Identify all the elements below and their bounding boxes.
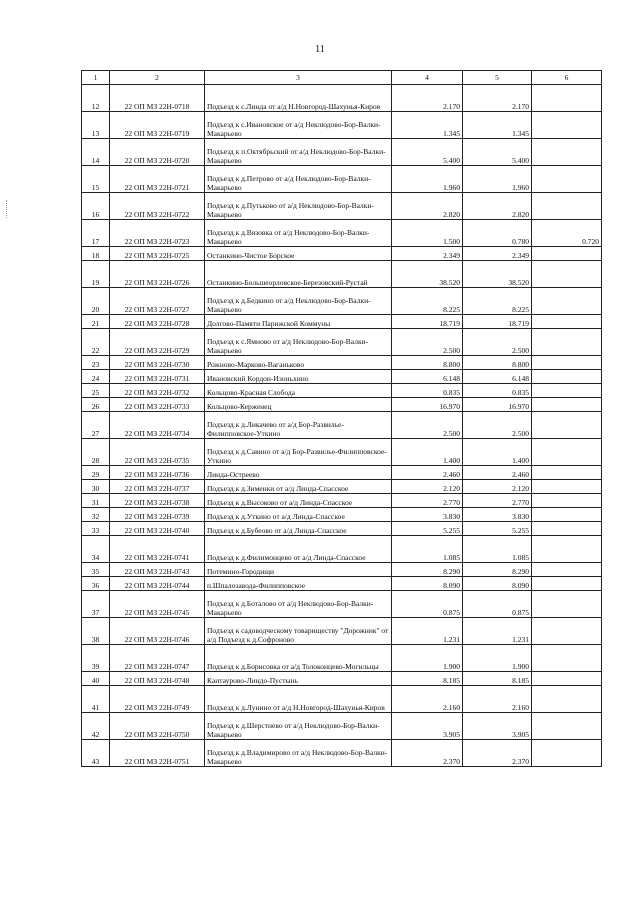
road-code: 22 ОП МЗ 22Н-0741 xyxy=(110,536,205,563)
road-code: 22 ОП МЗ 22Н-0738 xyxy=(110,494,205,508)
road-code: 22 ОП МЗ 22Н-0736 xyxy=(110,466,205,480)
table-row xyxy=(82,713,602,740)
road-length: 3.830 xyxy=(392,508,463,522)
road-length: 16.970 xyxy=(392,398,463,412)
length-column-5: 2.460 xyxy=(463,466,532,480)
road-name: Подъезд к с.Линда от а/д Н.Новгород-Шахунья-Киров xyxy=(205,85,392,112)
length-column-5: 2.160 xyxy=(463,686,532,713)
length-column-5: 2.370 xyxy=(463,740,532,767)
road-registry-table xyxy=(81,70,602,767)
row-number: 21 xyxy=(82,315,110,329)
table-row xyxy=(82,356,602,370)
road-length: 0.835 xyxy=(392,384,463,398)
length-column-5: 1.960 xyxy=(463,166,532,193)
road-length: 18.719 xyxy=(392,315,463,329)
length-column-5: 2.820 xyxy=(463,193,532,220)
length-column-6 xyxy=(532,591,602,618)
road-length: 0.875 xyxy=(392,591,463,618)
header-cell: 5 xyxy=(463,71,532,85)
road-length: 8.800 xyxy=(392,356,463,370)
length-column-6 xyxy=(532,563,602,577)
table-row xyxy=(82,439,602,466)
road-length: 1.345 xyxy=(392,112,463,139)
length-column-6 xyxy=(532,686,602,713)
road-code: 22 ОП МЗ 22Н-0749 xyxy=(110,686,205,713)
table-row xyxy=(82,591,602,618)
length-column-5: 2.349 xyxy=(463,247,532,261)
length-column-6 xyxy=(532,412,602,439)
length-column-5: 1.085 xyxy=(463,536,532,563)
road-name: Подъезд к д.Зименки от а/д Линда-Спасское xyxy=(205,480,392,494)
road-name: Потемино-Городищи xyxy=(205,563,392,577)
table-row xyxy=(82,85,602,112)
length-column-5: 2.770 xyxy=(463,494,532,508)
road-code: 22 ОП МЗ 22Н-0721 xyxy=(110,166,205,193)
row-number: 28 xyxy=(82,439,110,466)
row-number: 31 xyxy=(82,494,110,508)
road-code: 22 ОП МЗ 22Н-0725 xyxy=(110,247,205,261)
road-name: Подъезд к с.Ивановское от а/д Неклюдово-Бор-Валки-Макарьево xyxy=(205,112,392,139)
length-column-6 xyxy=(532,536,602,563)
road-name: Подъезд к д.Шерстнево от а/д Неклюдово-Бор-Валки-Макарьево xyxy=(205,713,392,740)
road-code: 22 ОП МЗ 22Н-0744 xyxy=(110,577,205,591)
road-code: 22 ОП МЗ 22Н-0746 xyxy=(110,618,205,645)
road-length: 38.520 xyxy=(392,261,463,288)
road-length: 2.120 xyxy=(392,480,463,494)
road-code: 22 ОП МЗ 22Н-0735 xyxy=(110,439,205,466)
length-column-6 xyxy=(532,193,602,220)
length-column-6 xyxy=(532,466,602,480)
table-header-row xyxy=(82,71,602,85)
table-row xyxy=(82,370,602,384)
length-column-6 xyxy=(532,645,602,672)
row-number: 30 xyxy=(82,480,110,494)
road-length: 1.900 xyxy=(392,645,463,672)
length-column-6 xyxy=(532,139,602,166)
length-column-6 xyxy=(532,370,602,384)
row-number: 24 xyxy=(82,370,110,384)
length-column-5: 3.830 xyxy=(463,508,532,522)
road-code: 22 ОП МЗ 22Н-0731 xyxy=(110,370,205,384)
length-column-6 xyxy=(532,522,602,536)
length-column-5: 0.780 xyxy=(463,220,532,247)
road-code: 22 ОП МЗ 22Н-0745 xyxy=(110,591,205,618)
table-row xyxy=(82,261,602,288)
road-length: 2.370 xyxy=(392,740,463,767)
road-code: 22 ОП МЗ 22Н-0743 xyxy=(110,563,205,577)
table-row xyxy=(82,466,602,480)
length-column-6 xyxy=(532,494,602,508)
length-column-5: 8.090 xyxy=(463,577,532,591)
road-length: 2.160 xyxy=(392,686,463,713)
row-number: 34 xyxy=(82,536,110,563)
length-column-5: 5.400 xyxy=(463,139,532,166)
length-column-5: 1.345 xyxy=(463,112,532,139)
road-code: 22 ОП МЗ 22Н-0726 xyxy=(110,261,205,288)
road-code: 22 ОП МЗ 22Н-0739 xyxy=(110,508,205,522)
road-name: Подъезд к д.Бедкино от а/д Неклюдово-Бор-Валки-Макарьево xyxy=(205,288,392,315)
row-number: 35 xyxy=(82,563,110,577)
table-body xyxy=(82,85,602,767)
length-column-6 xyxy=(532,618,602,645)
road-length: 2.170 xyxy=(392,85,463,112)
length-column-5: 8.290 xyxy=(463,563,532,577)
table-row xyxy=(82,740,602,767)
length-column-6 xyxy=(532,166,602,193)
length-column-6 xyxy=(532,577,602,591)
row-number: 20 xyxy=(82,288,110,315)
row-number: 14 xyxy=(82,139,110,166)
road-code: 22 ОП МЗ 22Н-0719 xyxy=(110,112,205,139)
table-row xyxy=(82,563,602,577)
table-row xyxy=(82,220,602,247)
table-row xyxy=(82,686,602,713)
road-length: 1.085 xyxy=(392,536,463,563)
header-cell: 3 xyxy=(205,71,392,85)
header-cell: 6 xyxy=(532,71,602,85)
road-length: 2.500 xyxy=(392,412,463,439)
road-length: 1.960 xyxy=(392,166,463,193)
road-name: Подъезд к п.Октябрьский от а/д Неклюдово-Бор-Валки-Макарьево xyxy=(205,139,392,166)
road-name: Подъезд к д.Высоково от а/д Линда-Спасское xyxy=(205,494,392,508)
road-name: Линда-Остреево xyxy=(205,466,392,480)
table-row xyxy=(82,618,602,645)
header-cell: 4 xyxy=(392,71,463,85)
length-column-6 xyxy=(532,398,602,412)
length-column-5: 6.148 xyxy=(463,370,532,384)
road-name: Останкино-Большеорловское-Березовский-Рустай xyxy=(205,261,392,288)
road-name: Подъезд к д.Путьково от а/д Неклюдово-Бор-Валки-Макарьево xyxy=(205,193,392,220)
road-length: 1.400 xyxy=(392,439,463,466)
road-length: 8.225 xyxy=(392,288,463,315)
header-cell: 2 xyxy=(110,71,205,85)
length-column-6 xyxy=(532,247,602,261)
row-number: 13 xyxy=(82,112,110,139)
length-column-6: 0.720 xyxy=(532,220,602,247)
length-column-6 xyxy=(532,508,602,522)
row-number: 27 xyxy=(82,412,110,439)
road-name: Подъезд к д.Уткино от а/д Линда-Спасское xyxy=(205,508,392,522)
road-code: 22 ОП МЗ 22Н-0747 xyxy=(110,645,205,672)
row-number: 39 xyxy=(82,645,110,672)
road-name: Долгово-Памяти Парижской Коммуны xyxy=(205,315,392,329)
length-column-6 xyxy=(532,740,602,767)
length-column-5: 16.970 xyxy=(463,398,532,412)
table-row xyxy=(82,577,602,591)
road-code: 22 ОП МЗ 22Н-0750 xyxy=(110,713,205,740)
road-name: Подъезд к д.Петрово от а/д Неклюдово-Бор-Валки-Макарьево xyxy=(205,166,392,193)
table-row xyxy=(82,315,602,329)
table-row xyxy=(82,247,602,261)
table-row xyxy=(82,480,602,494)
length-column-6 xyxy=(532,288,602,315)
table-row xyxy=(82,139,602,166)
row-number: 37 xyxy=(82,591,110,618)
table-row xyxy=(82,494,602,508)
road-name: Ивановский Кордон-Изоньхино xyxy=(205,370,392,384)
road-name: Подъезд к д.Лунино от а/д Н.Новгород-Шахунья-Киров xyxy=(205,686,392,713)
header-cell: 1 xyxy=(82,71,110,85)
length-column-5: 0.875 xyxy=(463,591,532,618)
row-number: 38 xyxy=(82,618,110,645)
road-name: Подъезд к д.Владимирово от а/д Неклюдово-Бор-Валки-Макарьево xyxy=(205,740,392,767)
length-column-5: 1.900 xyxy=(463,645,532,672)
length-column-5: 8.185 xyxy=(463,672,532,686)
row-number: 23 xyxy=(82,356,110,370)
road-code: 22 ОП МЗ 22Н-0718 xyxy=(110,85,205,112)
road-length: 2.460 xyxy=(392,466,463,480)
row-number: 40 xyxy=(82,672,110,686)
table-row xyxy=(82,193,602,220)
road-code: 22 ОП МЗ 22Н-0751 xyxy=(110,740,205,767)
road-length: 2.770 xyxy=(392,494,463,508)
row-number: 29 xyxy=(82,466,110,480)
road-length: 8.090 xyxy=(392,577,463,591)
road-code: 22 ОП МЗ 22Н-0740 xyxy=(110,522,205,536)
table-row xyxy=(82,166,602,193)
road-code: 22 ОП МЗ 22Н-0734 xyxy=(110,412,205,439)
length-column-5: 2.170 xyxy=(463,85,532,112)
road-code: 22 ОП МЗ 22Н-0732 xyxy=(110,384,205,398)
table-row xyxy=(82,522,602,536)
length-column-6 xyxy=(532,713,602,740)
road-length: 8.290 xyxy=(392,563,463,577)
margin-mark xyxy=(6,200,8,218)
length-column-5: 2.120 xyxy=(463,480,532,494)
road-name: Кантаурово-Линдо-Пустынь xyxy=(205,672,392,686)
road-length: 1.500 xyxy=(392,220,463,247)
road-code: 22 ОП МЗ 22Н-0723 xyxy=(110,220,205,247)
row-number: 17 xyxy=(82,220,110,247)
road-name: Рожново-Марково-Ваганьково xyxy=(205,356,392,370)
length-column-5: 1.231 xyxy=(463,618,532,645)
length-column-6 xyxy=(532,672,602,686)
page-number: 11 xyxy=(315,44,325,55)
road-length: 2.500 xyxy=(392,329,463,356)
row-number: 18 xyxy=(82,247,110,261)
length-column-6 xyxy=(532,356,602,370)
length-column-5: 8.225 xyxy=(463,288,532,315)
table-row xyxy=(82,288,602,315)
row-number: 25 xyxy=(82,384,110,398)
road-name: Подъезд к д.Ликачево от а/д Бор-Развилье-Филипповское-Уткино xyxy=(205,412,392,439)
length-column-5: 18.719 xyxy=(463,315,532,329)
length-column-6 xyxy=(532,329,602,356)
road-code: 22 ОП МЗ 22Н-0730 xyxy=(110,356,205,370)
length-column-5: 8.800 xyxy=(463,356,532,370)
road-code: 22 ОП МЗ 22Н-0728 xyxy=(110,315,205,329)
length-column-6 xyxy=(532,384,602,398)
table-row xyxy=(82,329,602,356)
length-column-5: 5.255 xyxy=(463,522,532,536)
road-code: 22 ОП МЗ 22Н-0748 xyxy=(110,672,205,686)
row-number: 33 xyxy=(82,522,110,536)
road-length: 5.400 xyxy=(392,139,463,166)
row-number: 32 xyxy=(82,508,110,522)
table-row xyxy=(82,508,602,522)
table-row xyxy=(82,536,602,563)
road-length: 1.231 xyxy=(392,618,463,645)
road-name: Подъезд к д.Бубеово от а/д Линда-Спасское xyxy=(205,522,392,536)
length-column-5: 0.835 xyxy=(463,384,532,398)
road-name: Останкино-Чистое Борское xyxy=(205,247,392,261)
road-code: 22 ОП МЗ 22Н-0720 xyxy=(110,139,205,166)
table-row xyxy=(82,412,602,439)
road-code: 22 ОП МЗ 22Н-0727 xyxy=(110,288,205,315)
road-name: Подъезд к д.Боталово от а/д Неклюдово-Бор-Валки-Макарьево xyxy=(205,591,392,618)
road-name: Кольцово-Керженец xyxy=(205,398,392,412)
row-number: 19 xyxy=(82,261,110,288)
length-column-5: 1.400 xyxy=(463,439,532,466)
length-column-6 xyxy=(532,112,602,139)
table-row xyxy=(82,672,602,686)
road-length: 2.349 xyxy=(392,247,463,261)
length-column-6 xyxy=(532,315,602,329)
road-name: Подъезд к д.Савино от а/д Бор-Развилье-Филипповское-Уткино xyxy=(205,439,392,466)
row-number: 36 xyxy=(82,577,110,591)
road-name: Подъезд к с.Ямново от а/д Неклюдово-Бор-Валки-Макарьево xyxy=(205,329,392,356)
length-column-5: 2.500 xyxy=(463,329,532,356)
road-length: 6.148 xyxy=(392,370,463,384)
road-name: Подъезд к д.Вязовка от а/д Неклюдово-Бор-Валки-Макарьево xyxy=(205,220,392,247)
road-length: 2.820 xyxy=(392,193,463,220)
road-code: 22 ОП МЗ 22Н-0737 xyxy=(110,480,205,494)
road-length: 5.255 xyxy=(392,522,463,536)
road-code: 22 ОП МЗ 22Н-0722 xyxy=(110,193,205,220)
length-column-6 xyxy=(532,480,602,494)
road-code: 22 ОП МЗ 22Н-0733 xyxy=(110,398,205,412)
length-column-6 xyxy=(532,439,602,466)
row-number: 41 xyxy=(82,686,110,713)
row-number: 43 xyxy=(82,740,110,767)
road-name: Кольцово-Красная Слобода xyxy=(205,384,392,398)
road-length: 8.185 xyxy=(392,672,463,686)
table-row xyxy=(82,398,602,412)
row-number: 16 xyxy=(82,193,110,220)
row-number: 26 xyxy=(82,398,110,412)
road-name: Подъезд к д.Борисовка от а/д Толоконцево-Могильцы xyxy=(205,645,392,672)
road-code: 22 ОП МЗ 22Н-0729 xyxy=(110,329,205,356)
road-name: Подъезд к д.Филимонцево от а/д Линда-Спасское xyxy=(205,536,392,563)
row-number: 22 xyxy=(82,329,110,356)
length-column-6 xyxy=(532,261,602,288)
road-name: п.Шпалозавода-Филипповское xyxy=(205,577,392,591)
length-column-5: 38.520 xyxy=(463,261,532,288)
row-number: 42 xyxy=(82,713,110,740)
road-name: Подъезд к садоводческому товариществу "Дорожник" от а/д Подъезд к д.Софроново xyxy=(205,618,392,645)
length-column-6 xyxy=(532,85,602,112)
road-length: 3.905 xyxy=(392,713,463,740)
row-number: 15 xyxy=(82,166,110,193)
table-row xyxy=(82,645,602,672)
length-column-5: 3.905 xyxy=(463,713,532,740)
row-number: 12 xyxy=(82,85,110,112)
table-row xyxy=(82,112,602,139)
table-row xyxy=(82,384,602,398)
length-column-5: 2.500 xyxy=(463,412,532,439)
